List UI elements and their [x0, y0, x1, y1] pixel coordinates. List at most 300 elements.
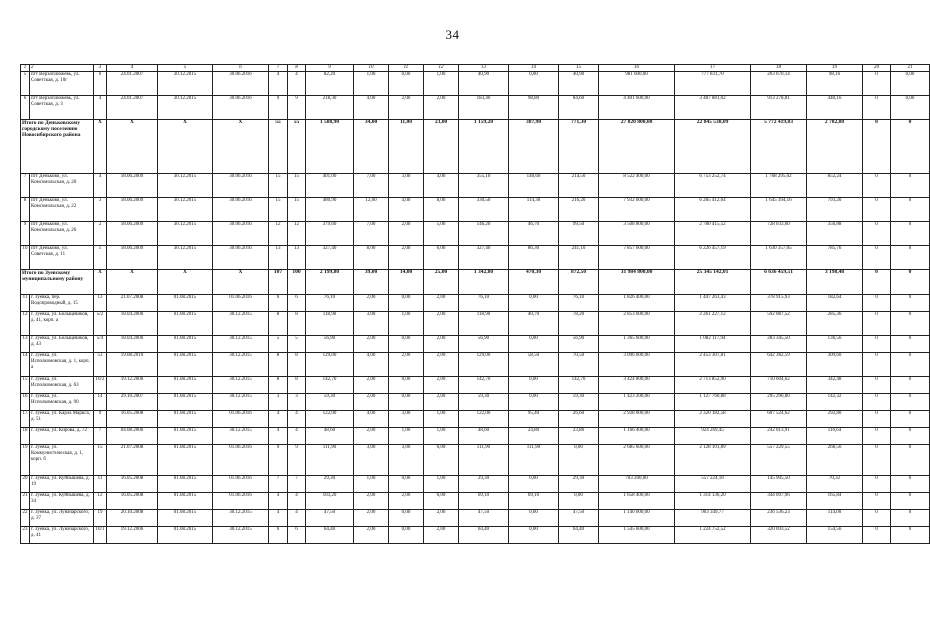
table-cell: 48,60 [306, 428, 354, 445]
table-cell: 12,00 [354, 198, 389, 222]
table-cell: 1 082 117,94 [675, 336, 751, 353]
subtotal-row [21, 120, 930, 174]
table-cell: 64,40 [306, 527, 354, 544]
table-cell: 0 [891, 353, 930, 377]
table-cell: 0,00 [891, 96, 930, 120]
table-cell: 24.01.2007 [107, 72, 158, 96]
table-cell: 0 [863, 428, 891, 445]
table-cell: 8 [269, 353, 288, 377]
table-cell: 64,40 [459, 527, 509, 544]
table-cell: 1 645 394,16 [751, 198, 807, 222]
table-cell: 5 [21, 72, 30, 96]
table-cell: 01.08.2015 [158, 445, 213, 476]
table-cell: 2,00 [424, 510, 459, 527]
table-cell: 0,00 [509, 72, 559, 96]
table-cell: 4 [269, 72, 288, 96]
table-cell: 122,00 [459, 411, 509, 428]
table-cell: 6 285 412,64 [675, 198, 751, 222]
table-cell: 76,10 [459, 295, 509, 312]
table-row [21, 445, 930, 476]
table-cell: 13 [269, 246, 288, 270]
table-cell: 0 [863, 174, 891, 198]
table-cell: 3 [94, 65, 107, 72]
table-cell: 82,20 [306, 72, 354, 96]
table-cell: 2 261 227,12 [675, 312, 751, 336]
table-cell: 710 604,62 [751, 377, 807, 394]
table-cell: 0 [863, 312, 891, 336]
table-cell: 214,50 [559, 174, 599, 198]
table-cell: 4,00 [354, 411, 389, 428]
page-number: 34 [445, 27, 460, 42]
table-cell: 0,00 [509, 527, 559, 544]
table-cell: 01.06.2016 [213, 476, 269, 493]
table-cell: 6 [21, 96, 30, 120]
table-cell: 4,00 [354, 96, 389, 120]
table-cell: 11 [21, 295, 30, 312]
table-cell: 268,56 [807, 445, 863, 476]
table-cell: 01.08.2015 [158, 336, 213, 353]
table-cell: пгт Деньково, ул. Комсомольская, д. 26 [30, 222, 94, 246]
table-cell: 4,00 [354, 353, 389, 377]
table-cell: 5 [288, 336, 306, 353]
table-cell: 15 [288, 174, 306, 198]
table-cell: 295 296,80 [751, 394, 807, 411]
table-cell: 20 [21, 476, 30, 493]
table-cell: 18 [751, 65, 807, 72]
table-cell: 13 [459, 65, 509, 72]
table-cell: 0 [863, 270, 891, 295]
table-cell: 0 [891, 377, 930, 394]
table-row [21, 336, 930, 353]
table-cell: 12 [94, 493, 107, 510]
table-cell: 70,50 [559, 353, 599, 377]
table-cell: 350,88 [807, 222, 863, 246]
table-cell: 9 [269, 445, 288, 476]
table-cell: X [94, 270, 107, 295]
table-cell: 111,90 [459, 445, 509, 476]
table-cell: 22 [21, 510, 30, 527]
table-cell: 01.08.2015 [158, 377, 213, 394]
table-cell: 23 [21, 527, 30, 544]
table-cell: 12 [269, 222, 288, 246]
table-cell: 116,64 [807, 428, 863, 445]
table-cell: 118,90 [306, 312, 354, 336]
table-cell: 7 [269, 476, 288, 493]
table-cell: 111,90 [306, 445, 354, 476]
table-cell: г. Зуевка, ул. Куйбышева, д. 19 [30, 476, 94, 493]
table-cell: 0,00 [509, 394, 559, 411]
table-cell: 607 524,62 [751, 411, 807, 428]
table-cell: 86,30 [509, 246, 559, 270]
table-cell: 913 278,81 [751, 96, 807, 120]
table-cell: 10 [21, 246, 30, 270]
table-cell: 903 349,77 [675, 510, 751, 527]
table-cell: 12 [424, 65, 459, 72]
table-cell: 9 [288, 96, 306, 120]
table-cell: 6,00 [424, 246, 459, 270]
table-cell: 146,20 [459, 222, 509, 246]
table-cell: 25,00 [424, 270, 459, 295]
table-cell: 10 [354, 65, 389, 72]
table-cell: 320 693,52 [751, 527, 807, 544]
table-cell: 3,00 [389, 445, 424, 476]
table-row [21, 246, 930, 270]
table-cell: 4 [288, 510, 306, 527]
table-cell: 981 600,00 [599, 72, 675, 96]
table-cell: г. Зуевка, ул. Исполкомовская, д. 1, корп. а [30, 353, 94, 377]
table-row [21, 295, 930, 312]
table-cell: 19 [21, 445, 30, 476]
column-number-row [21, 65, 930, 72]
table-cell: 7 [21, 174, 30, 198]
table-cell: 3 198,48 [807, 270, 863, 295]
table-cell: X [158, 120, 213, 174]
table-cell: 16.05.2008 [107, 493, 158, 510]
table-cell: 14,00 [389, 270, 424, 295]
table-cell: 2,00 [389, 353, 424, 377]
table-cell: 0 [863, 72, 891, 96]
table-cell: 6 [94, 72, 107, 96]
table-row [21, 174, 930, 198]
table-cell: 4 [94, 96, 107, 120]
table-cell: 355,10 [459, 174, 509, 198]
table-cell: 18.06.2009 [107, 198, 158, 222]
table-cell: 14 [21, 353, 30, 377]
table-cell: 64,40 [559, 527, 599, 544]
table-cell: 21.07.2008 [107, 295, 158, 312]
table-cell: 7,00 [354, 222, 389, 246]
table-cell: X [158, 270, 213, 295]
table-cell: 30.06.2016 [213, 72, 269, 96]
table-cell: 8 [21, 198, 30, 222]
table-cell: 0,00 [389, 394, 424, 411]
table-cell: 401,00 [306, 174, 354, 198]
table-cell: 6 226 457,19 [675, 246, 751, 270]
table-cell: 122,00 [306, 411, 354, 428]
table-cell: 6 [269, 295, 288, 312]
table-cell: 1 365 600,00 [599, 336, 675, 353]
table-cell: 872,50 [559, 270, 599, 295]
table-cell: 0 [863, 336, 891, 353]
table-cell: 0 [891, 295, 930, 312]
table-cell: 0,00 [424, 493, 459, 510]
table-cell: 47,50 [306, 510, 354, 527]
table-cell: 7 932 000,00 [599, 198, 675, 222]
table-cell: 0,00 [891, 72, 930, 96]
table-cell: 344 097,96 [751, 493, 807, 510]
table-cell: 25 345 142,01 [675, 270, 751, 295]
table-cell: г. Зуевка, ул. Исполкомовская, д. 63 [30, 377, 94, 394]
table-cell: 17 [21, 411, 30, 428]
table-cell: 70,32 [807, 476, 863, 493]
table-cell: 19 [807, 65, 863, 72]
table-cell: 0,00 [424, 445, 459, 476]
table-cell: 4 [269, 510, 288, 527]
table-cell: 330,50 [459, 198, 509, 222]
table-cell: пгт Деньково, ул. Советская, д. 11 [30, 246, 94, 270]
table-cell: 2,00 [354, 394, 389, 411]
table-cell: 5,00 [424, 222, 459, 246]
table-cell: 19.12.2006 [107, 377, 158, 394]
table-cell: 0 [891, 428, 930, 445]
table-cell: 7 [269, 65, 288, 72]
table-cell: 642 382,59 [751, 353, 807, 377]
table-cell: 16.05.2008 [107, 411, 158, 428]
table-cell: 2,00 [424, 353, 459, 377]
table-cell: 1 140 000,00 [599, 510, 675, 527]
table-cell: 4 [269, 428, 288, 445]
table-cell: 0 [863, 411, 891, 428]
table-cell: 30.06.2016 [213, 174, 269, 198]
table-cell: 17 [675, 65, 751, 72]
table-cell: 2,00 [424, 96, 459, 120]
subtotal-row [21, 270, 930, 295]
table-cell: 2,00 [389, 222, 424, 246]
table-cell: 4 [269, 411, 288, 428]
table-cell: 0,00 [389, 510, 424, 527]
table-cell: 4,00 [424, 174, 459, 198]
table-cell: 285,36 [807, 312, 863, 336]
table-cell: 23,00 [424, 120, 459, 174]
table-cell: 30.12.2015 [158, 222, 213, 246]
table-cell: 1,00 [424, 411, 459, 428]
table-cell: 0 [891, 336, 930, 353]
table-cell: 2,00 [424, 527, 459, 544]
table-cell: 0 [863, 96, 891, 120]
table-cell: 103,20 [306, 493, 354, 510]
table-cell: 01.08.2015 [158, 510, 213, 527]
table-cell: 852,24 [807, 174, 863, 198]
table-cell: 8 522 400,00 [599, 174, 675, 198]
table-cell: 771,30 [559, 120, 599, 174]
table-cell: 3 [94, 198, 107, 222]
table-cell: 1 447 261,43 [675, 295, 751, 312]
table-cell: 13 [288, 246, 306, 270]
table-cell: 0,00 [509, 476, 559, 493]
table-cell: 1 768 295,02 [751, 174, 807, 198]
table-cell: 203 670,14 [751, 72, 807, 96]
table-cell: 114,00 [807, 510, 863, 527]
table-cell: 30.12.2015 [158, 96, 213, 120]
table-cell: 3,00 [354, 445, 389, 476]
table-cell: 1,00 [354, 476, 389, 493]
table-cell: 283 345,50 [751, 336, 807, 353]
table-cell: 0 [891, 222, 930, 246]
table-cell: 292,80 [807, 411, 863, 428]
table-cell: 2,00 [389, 96, 424, 120]
table-cell: 76,10 [559, 295, 599, 312]
table-cell: 2 928 000,00 [599, 411, 675, 428]
table-row [21, 527, 930, 544]
table-cell: 118,90 [459, 312, 509, 336]
table-cell: 2 780 415,52 [675, 222, 751, 246]
table-cell: 46,70 [509, 222, 559, 246]
table-cell: 440,16 [807, 96, 863, 120]
table-cell: 387,90 [509, 120, 559, 174]
table-cell: 216,20 [559, 198, 599, 222]
table-cell: 9 [94, 411, 107, 428]
table-cell: 30.12.2015 [213, 428, 269, 445]
table-row [21, 510, 930, 527]
table-cell: 98,80 [509, 96, 559, 120]
table-cell: 145 905,50 [751, 476, 807, 493]
table-row [21, 198, 930, 222]
table-row [21, 377, 930, 394]
table-cell: 15 [559, 65, 599, 72]
table-cell: 98,16 [807, 72, 863, 96]
table-cell: 30.12.2015 [213, 510, 269, 527]
table-cell: 8 [269, 377, 288, 394]
table-cell: 0 [863, 353, 891, 377]
table-cell: X [213, 120, 269, 174]
table-cell: 2,00 [354, 336, 389, 353]
table-cell: 2,00 [389, 246, 424, 270]
table-cell: 47,50 [459, 510, 509, 527]
table-cell: 342,48 [807, 377, 863, 394]
table-cell: 48,60 [459, 428, 509, 445]
table-cell: 19.12.2006 [107, 527, 158, 544]
table-cell: 6 [288, 295, 306, 312]
table-cell: 59,30 [559, 394, 599, 411]
table-cell: 47,50 [559, 510, 599, 527]
table-cell: г. Зуевка, пер. Водопроводный, д. 15 [30, 295, 94, 312]
table-cell: 3 [288, 394, 306, 411]
table-cell: 1 127 760,88 [675, 394, 751, 411]
table-cell: 0 [863, 445, 891, 476]
table-cell: X [213, 270, 269, 295]
table-cell: 55 [288, 120, 306, 174]
table-cell: 69,10 [509, 493, 559, 510]
table-cell: 01.08.2015 [158, 476, 213, 493]
table-cell: 0,00 [389, 295, 424, 312]
table-cell: 1,00 [424, 72, 459, 96]
table-cell: г. Зуевка, ул. Коммунистическая, д. 1, корп. б [30, 445, 94, 476]
table-cell: 0 [891, 411, 930, 428]
table-cell: 69,10 [459, 493, 509, 510]
table-cell: 4 [269, 493, 288, 510]
table-cell: 0,00 [509, 295, 559, 312]
table-cell: пгт Деньково, ул. Комсомольская, д. 22 [30, 198, 94, 222]
table-cell: 142,70 [459, 377, 509, 394]
table-cell: 165,84 [807, 493, 863, 510]
table-cell: 0 [863, 510, 891, 527]
table-cell: 0 [891, 270, 930, 295]
table-cell: 56,90 [459, 336, 509, 353]
table-cell: 29,30 [306, 476, 354, 493]
table-cell: 0,00 [559, 445, 599, 476]
table-cell: 3 508 800,00 [599, 222, 675, 246]
table-cell: 15 [21, 377, 30, 394]
table-cell: 30.12.2015 [158, 246, 213, 270]
table-cell: 01.08.2015 [158, 493, 213, 510]
table-cell: 30.06.2016 [213, 222, 269, 246]
table-cell: 3,00 [354, 312, 389, 336]
table-cell: 2 [94, 222, 107, 246]
table-cell: 470,30 [509, 270, 559, 295]
table-cell: 18.06.2009 [107, 246, 158, 270]
table-cell: 1,00 [389, 428, 424, 445]
table-cell: 30.06.2016 [213, 246, 269, 270]
table-cell: 1 342,80 [459, 270, 509, 295]
table-cell: 24.01.2007 [107, 96, 158, 120]
table-cell: 107 [269, 270, 288, 295]
table-cell: 99,50 [559, 222, 599, 246]
table-cell: 0 [891, 394, 930, 411]
table-cell: 30.12.2015 [213, 353, 269, 377]
table-cell: 18 [21, 428, 30, 445]
table-cell: 0,00 [559, 493, 599, 510]
table-cell: 15 [269, 198, 288, 222]
table-cell: 480,90 [306, 198, 354, 222]
table-cell: 30.12.2015 [213, 312, 269, 336]
table-cell: 0,00 [389, 377, 424, 394]
table-cell: 1 630 357,05 [751, 246, 807, 270]
table-cell: 10/1 [94, 527, 107, 544]
table-cell: 84,60 [559, 96, 599, 120]
table-cell: 30.06.2016 [213, 96, 269, 120]
table-cell: 592 087,52 [751, 312, 807, 336]
table-cell: 20 [863, 65, 891, 72]
table-cell: 0 [891, 527, 930, 544]
table-cell: 40,90 [459, 72, 509, 96]
table-cell: 142,32 [807, 394, 863, 411]
table-cell: 785,76 [807, 246, 863, 270]
table-cell: 01.08.2015 [158, 394, 213, 411]
table-cell: 19.08.2010 [107, 353, 158, 377]
table-cell: 379,60 [306, 222, 354, 246]
table-cell: 0 [891, 246, 930, 270]
table-cell: 8 [288, 353, 306, 377]
table-cell: г. Зуевка, ул. Больщевиков, д. 41, корп. а [30, 312, 94, 336]
table-cell: 30.12.2015 [158, 174, 213, 198]
table-cell: 3 424 800,00 [599, 377, 675, 394]
table-cell: 241,10 [559, 246, 599, 270]
table-cell: 1 159,20 [459, 120, 509, 174]
table-cell: 18.04.2006 [107, 336, 158, 353]
table-cell: 95,40 [509, 411, 559, 428]
table-cell: 0 [891, 445, 930, 476]
table-cell: 2 199,80 [306, 270, 354, 295]
table-cell: 154,56 [807, 527, 863, 544]
table-cell: 21 [891, 65, 930, 72]
table-cell: 55 [269, 120, 288, 174]
table-cell: 0 [863, 476, 891, 493]
table-cell: 8 [288, 312, 306, 336]
table-cell: г. Зуевка, ул. Луначарского, д. 37 [30, 510, 94, 527]
table-cell: 9 [306, 65, 354, 72]
table-cell: 142,70 [559, 377, 599, 394]
table-cell: 129,00 [306, 353, 354, 377]
table-cell: 2,00 [424, 336, 459, 353]
table-cell: 21.07.2008 [107, 445, 158, 476]
table-cell: 24,80 [509, 428, 559, 445]
table-cell: 21 [21, 493, 30, 510]
table-cell: 218,30 [306, 96, 354, 120]
table-cell: 1 545 600,00 [599, 527, 675, 544]
table-cell: 11 [94, 476, 107, 493]
table-cell: 12 [288, 222, 306, 246]
table-cell: 1 826 400,00 [599, 295, 675, 312]
table-cell: 12 [21, 312, 30, 336]
table-cell: Итого по Деньковскому городскому поселению Новосибирского района [21, 120, 94, 174]
table-cell: 31 984 800,00 [599, 270, 675, 295]
table-cell: 4,00 [389, 198, 424, 222]
table-cell: г. Зуевка, ул. Карла Маркса, д. 51 [30, 411, 94, 428]
table-cell: 136,56 [807, 336, 863, 353]
table-cell: 40,90 [559, 72, 599, 96]
table-cell: 01.08.2015 [158, 411, 213, 428]
table-cell: 4 [94, 174, 107, 198]
